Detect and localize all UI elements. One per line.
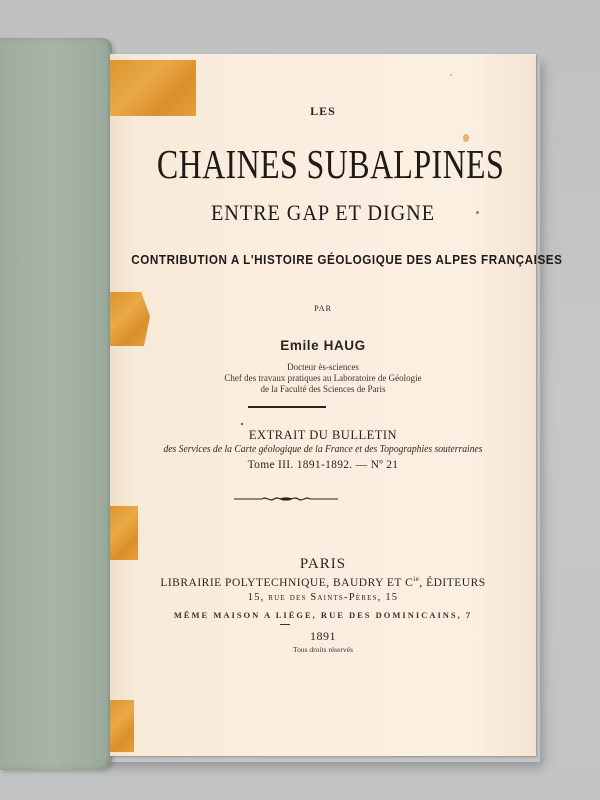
ornamental-rule-icon <box>234 495 338 503</box>
divider-rule <box>248 406 326 408</box>
main-title: CHAINES SUBALPINES <box>156 141 505 187</box>
extract-heading: EXTRAIT DU BULLETIN <box>248 428 398 442</box>
short-rule <box>280 624 290 625</box>
subtitle: ENTRE GAP ET DIGNE <box>210 200 435 225</box>
publisher-suffix: , ÉDITEURS <box>419 576 486 589</box>
author-name: Emile HAUG <box>280 338 366 353</box>
imprint-year: 1891 <box>310 629 336 643</box>
publisher-superscript: ie <box>413 575 420 583</box>
imprint-address: 15, rue des Saints-Pères, 15 <box>247 592 399 603</box>
ink-dot <box>241 423 243 425</box>
imprint-publisher <box>110 575 536 589</box>
contribution-line: CONTRIBUTION A L'HISTOIRE GÉOLOGIQUE DES ALPES FRANÇAISES <box>131 252 563 267</box>
tape-stain <box>110 700 134 752</box>
author-credential: Docteur ès-sciences <box>287 362 359 372</box>
imprint-branch: MÊME MAISON A LIÈGE, RUE DES DOMINICAINS, 7 <box>173 610 473 620</box>
extract-volume: Tome III. 1891-1892. — Nº 21 <box>247 459 399 471</box>
tape-stain <box>110 506 138 560</box>
imprint-city: PARIS <box>299 556 347 572</box>
title-page <box>110 54 563 756</box>
by-label: PAR <box>314 304 332 313</box>
foxing-spot <box>450 74 452 76</box>
author-credential: de la Faculté des Sciences de Paris <box>260 384 386 394</box>
author-credential: Chef des travaux pratiques au Laboratoire de Géologie <box>224 373 422 383</box>
publisher-prefix: LIBRAIRIE POLYTECHNIQUE, BAUDRY ET C <box>160 576 414 589</box>
extract-series: des Services de la Carte géologique de la France et des Topographies souterraines <box>163 444 483 455</box>
title-article: LES <box>310 104 336 118</box>
rights-notice: Tous droits réservés <box>293 645 353 654</box>
book-cover-green <box>0 38 112 770</box>
